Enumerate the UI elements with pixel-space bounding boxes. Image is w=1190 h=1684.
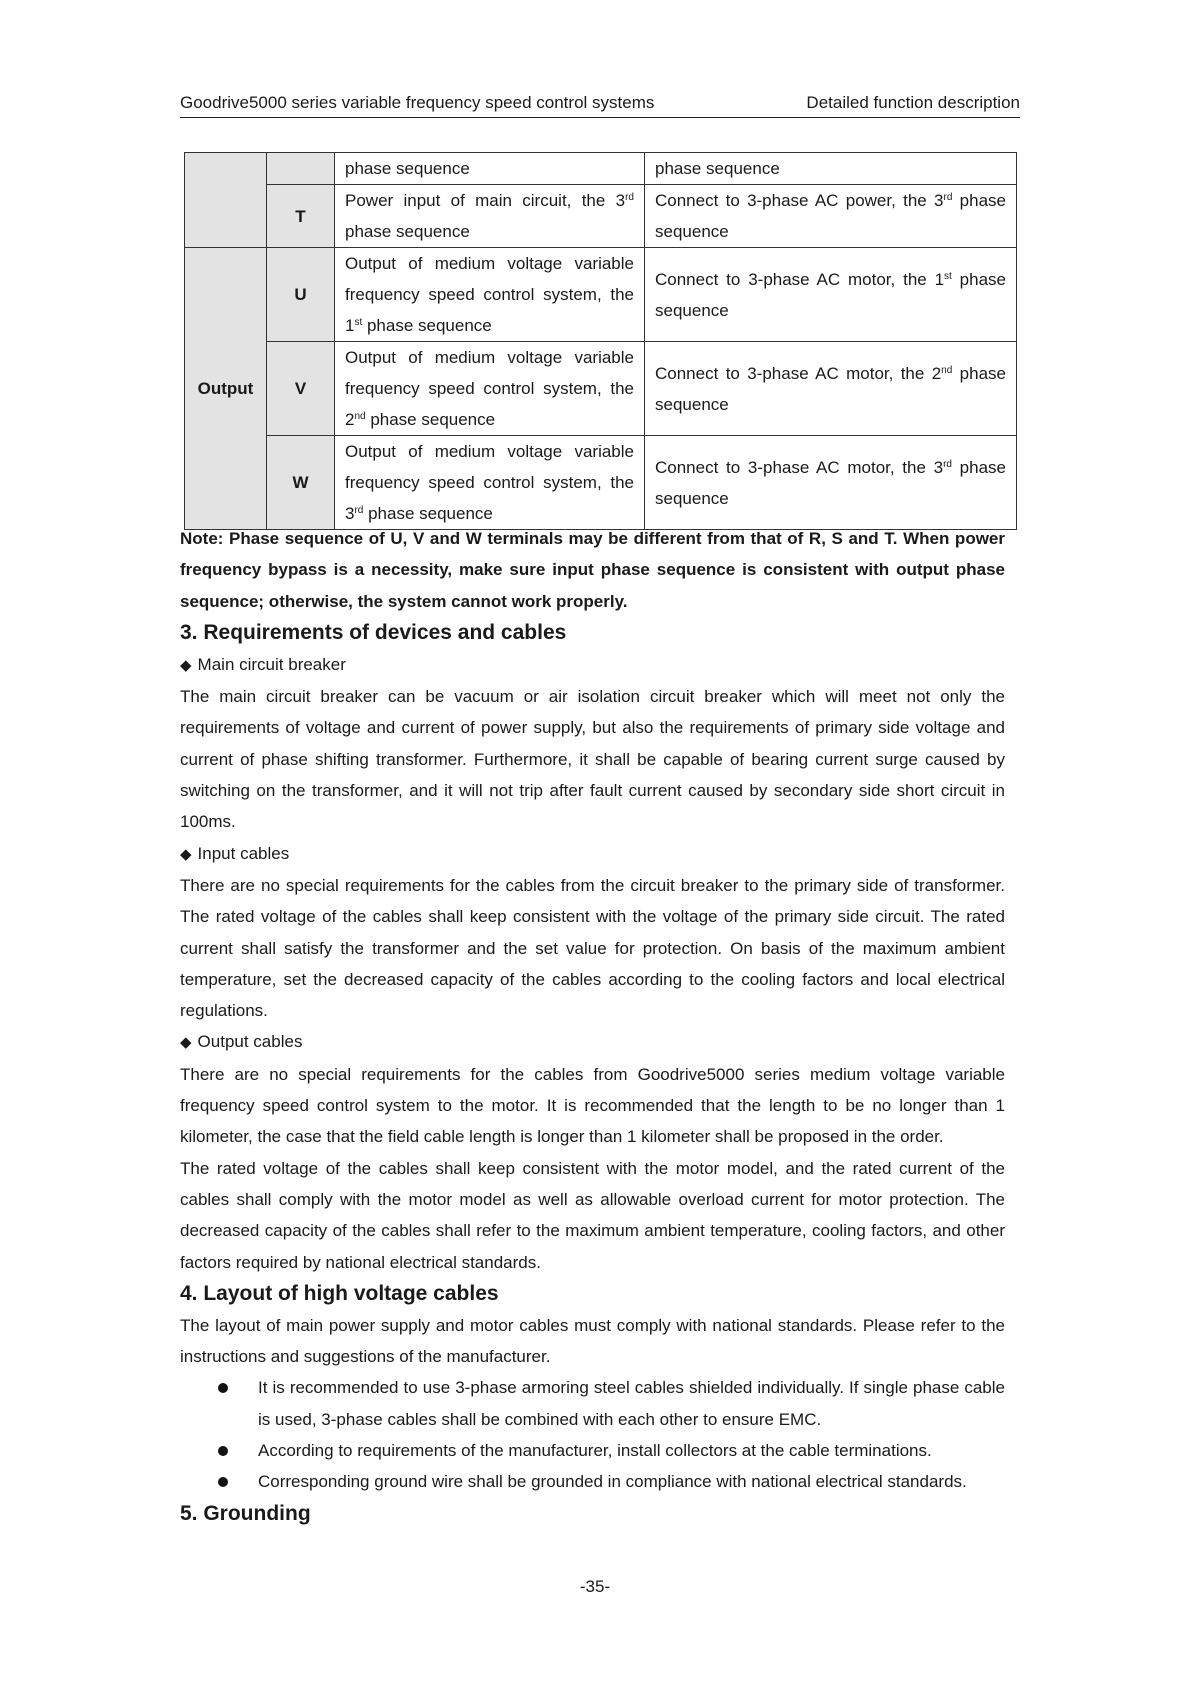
diamond-bullet-icon: ◆ bbox=[180, 1034, 192, 1052]
page-number: -35- bbox=[579, 1577, 611, 1596]
table-row bbox=[185, 436, 1017, 530]
page-header bbox=[180, 93, 1020, 118]
description-cell: Output of medium voltage variable frequency speed control system, the 2nd phase sequence bbox=[335, 342, 645, 436]
subsection-input-cables: ◆ Input cables bbox=[180, 843, 290, 863]
subsection-output-cables: ◆ Output cables bbox=[180, 1032, 303, 1052]
bullet-dot-icon bbox=[218, 1383, 228, 1393]
paragraph: There are no special requirements for the cables from the circuit breaker to the primary side of transformer. The rated voltage of the cables shall keep consistent with the voltage of the primary side circuit. The rated current shall satisfy the transformer and the set value for protection. On basis of the maximum ambient temperature, set the decreased capacity of the cables according to the cooling factors and local electrical regulations. bbox=[180, 875, 1005, 1021]
connection-cell: Connect to 3-phase AC motor, the 1st phase sequence bbox=[645, 248, 1017, 342]
description-cell: Output of medium voltage variable frequency speed control system, the 1st phase sequence bbox=[335, 248, 645, 342]
subsection-main-breaker: ◆ Main circuit breaker bbox=[180, 654, 346, 674]
header-title: Goodrive5000 series variable frequency speed control systems bbox=[180, 93, 655, 112]
description-cell: Output of medium voltage variable frequency speed control system, the 3rd phase sequence bbox=[335, 436, 645, 530]
section-heading-3: 3. Requirements of devices and cables bbox=[180, 620, 567, 644]
table-row bbox=[185, 185, 1017, 248]
connection-cell: Connect to 3-phase AC motor, the 2nd phase sequence bbox=[645, 342, 1017, 436]
list-item: It is recommended to use 3-phase armoring steel cables shielded individually. If single phase cable is used, 3-phase cables shall be combined with each other to ensure EMC. bbox=[180, 1372, 1005, 1435]
paragraph: The rated voltage of the cables shall keep consistent with the motor model, and the rated current of the cables shall comply with the motor model as well as allowable overload current for motor protection. The decreased capacity of the cables shall refer to the maximum ambient temperature, cooling factors, and other factors required by national electrical standards. bbox=[180, 1158, 1005, 1272]
table-row bbox=[185, 342, 1017, 436]
connection-cell: Connect to 3-phase AC power, the 3rd phase sequence bbox=[645, 185, 1017, 248]
paragraph: There are no special requirements for the cables from Goodrive5000 series medium voltage variable frequency speed control system to the motor. It is recommended that the length to be no longer than 1 kilometer, the case that the field cable length is longer than 1 kilometer shall be proposed in the order. bbox=[180, 1064, 1005, 1147]
description-cell: Power input of main circuit, the 3rd phase sequence bbox=[335, 185, 645, 248]
section-heading-5: 5. Grounding bbox=[180, 1501, 311, 1525]
paragraph: The main circuit breaker can be vacuum or air isolation circuit breaker which will meet not only the requirements of voltage and current of power supply, but also the requirements of primary side voltage and current of phase shifting transformer. Furthermore, it shall be capable of bearing current surge caused by switching on the transformer, and it will not trip after fault current caused by secondary side short circuit in 100ms. bbox=[180, 687, 1005, 832]
list-item: Corresponding ground wire shall be grounded in compliance with national electrical standards. bbox=[180, 1466, 1005, 1497]
bullet-list bbox=[180, 1372, 1005, 1497]
group-cell-output: Output bbox=[185, 248, 267, 530]
terminal-table bbox=[184, 152, 1017, 530]
terminal-cell: T bbox=[267, 185, 335, 248]
bullet-dot-icon bbox=[218, 1446, 228, 1456]
main-content bbox=[180, 523, 1005, 1530]
group-cell-input bbox=[185, 153, 267, 248]
list-item: According to requirements of the manufacturer, install collectors at the cable terminations. bbox=[180, 1435, 1005, 1466]
diamond-bullet-icon: ◆ bbox=[180, 845, 192, 863]
section-heading-4: 4. Layout of high voltage cables bbox=[180, 1281, 499, 1305]
terminal-cell bbox=[267, 153, 335, 185]
table-row bbox=[185, 248, 1017, 342]
paragraph: The layout of main power supply and motor cables must comply with national standards. Please refer to the instructions and suggestions of the manufacturer. bbox=[180, 1315, 1005, 1367]
bullet-dot-icon bbox=[218, 1477, 228, 1487]
connection-cell: phase sequence bbox=[645, 153, 1017, 185]
terminal-cell: U bbox=[267, 248, 335, 342]
diamond-bullet-icon: ◆ bbox=[180, 656, 192, 674]
terminal-cell: V bbox=[267, 342, 335, 436]
header-section: Detailed function description bbox=[806, 93, 1020, 112]
description-cell: phase sequence bbox=[335, 153, 645, 185]
table-row bbox=[185, 153, 1017, 185]
connection-cell: Connect to 3-phase AC motor, the 3rd phase sequence bbox=[645, 436, 1017, 530]
phase-note: Note: Phase sequence of U, V and W terminals may be different from that of R, S and T. When power frequency bypass is a necessity, make sure input phase sequence is consistent with output phase sequence; otherwise, the system cannot work properly. bbox=[180, 529, 1005, 611]
terminal-cell: W bbox=[267, 436, 335, 530]
